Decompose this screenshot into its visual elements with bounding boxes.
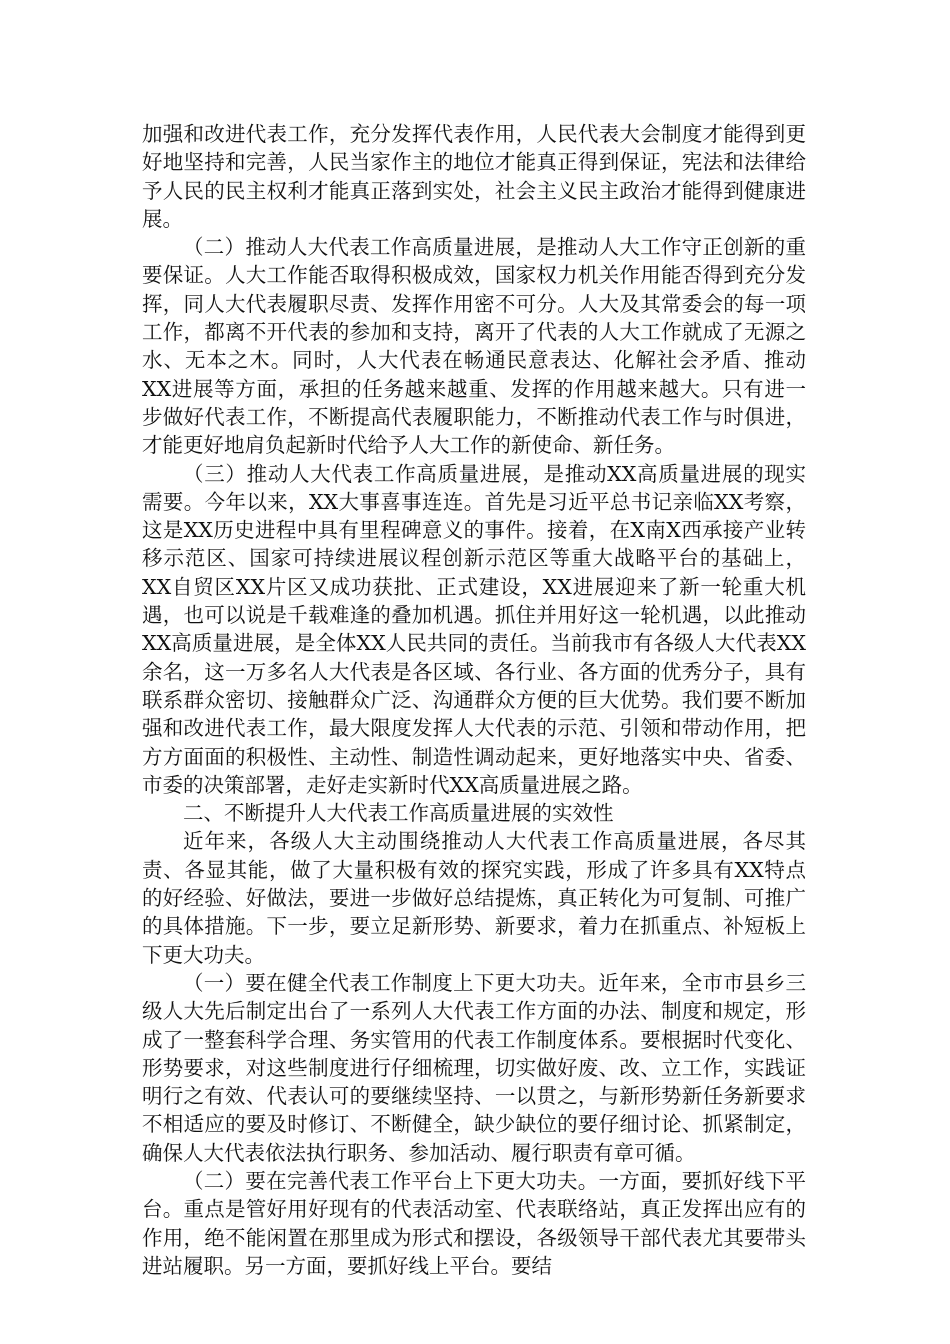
section-heading-2: 二、不断提升人大代表工作高质量进展的实效性: [183, 801, 614, 826]
paragraph-section-2-1: （一）要在健全代表工作制度上下更大功夫。近年来，全市市县乡三级人大先后制定出台了一系列人大代表工作方面的办法、制度和规定，形成了一整套科学合理、务实管用的代表工作制度体系。要根据时代变化、形势要求，对这些制度进行仔细梳理，切实做好废、改、立工作，实践证明行之有效、代表认可的要继续坚持、一以贯之，与新形势新任务新要求不相适应的要及时修订、不断健全，缺少缺位的要仔细讨论、抓紧制定，确保人大代表依法执行职务、参加活动、履行职责有章可循。: [142, 970, 806, 1165]
document-body: [142, 120, 806, 1280]
paragraph-section-2-2: （二）要在完善代表工作平台上下更大功夫。一方面，要抓好线下平台。重点是管好用好现有的代表活动室、代表联络站，真正发挥出应有的作用，绝不能闲置在那里成为形式和摆设，各级领导干部代表尤其要带头进站履职。另一方面，要抓好线上平台。要结: [142, 1168, 806, 1278]
paragraph-section-1-2: （二）推动人大代表工作高质量进展，是推动人大工作守正创新的重要保证。人大工作能否取得积极成效，国家权力机关作用能否得到充分发挥，同人大代表履职尽责、发挥作用密不可分。人大及其常委会的每一项工作，都离不开代表的参加和支持，离开了代表的人大工作就成了无源之水、无本之木。同时，人大代表在畅通民意表达、化解社会矛盾、推动XX进展等方面，承担的任务越来越重、发挥的作用越来越大。只有进一步做好代表工作，不断提高代表履职能力，不断推动代表工作与时俱进，才能更好地肩负起新时代给予人大工作的新使命、新任务。: [142, 235, 806, 458]
paragraph-section-1-3: （三）推动人大代表工作高质量进展，是推动XX高质量进展的现实需要。今年以来，XX大事喜事连连。首先是习近平总书记亲临XX考察，这是XX历史进程中具有里程碑意义的事件。接着，在X南X西承接产业转移示范区、国家可持续进展议程创新示范区等重大战略平台的基础上，XX自贸区XX片区又成功获批、正式建设，XX进展迎来了新一轮重大机遇，也可以说是千载难逢的叠加机遇。抓住并用好这一轮机遇，以此推动XX高质量进展，是全体XX人民共同的责任。当前我市有各级人大代表XX余名，这一万多名人大代表是各区域、各行业、各方面的优秀分子，具有联系群众密切、接触群众广泛、沟通群众方便的巨大优势。我们要不断加强和改进代表工作，最大限度发挥人大代表的示范、引领和带动作用，把方方面面的积极性、主动性、制造性调动起来，更好地落实中央、省委、市委的决策部署，走好走实新时代XX高质量进展之路。: [142, 461, 806, 797]
paragraph-section-2-intro: 近年来，各级人大主动围绕推动人大代表工作高质量进展，各尽其责、各显其能，做了大量积极有效的探究实践，形成了许多具有XX特点的好经验、好做法，要进一步做好总结提炼，真正转化为可复制、可推广的具体措施。下一步，要立足新形势、新要求，着力在抓重点、补短板上下更大功夫。: [142, 829, 806, 967]
paragraph-opening: 加强和改进代表工作，充分发挥代表作用，人民代表大会制度才能得到更好地坚持和完善，人民当家作主的地位才能真正得到保证，宪法和法律给予人民的民主权利才能真正落到实处，社会主义民主政治才能得到健康进展。: [142, 122, 806, 231]
